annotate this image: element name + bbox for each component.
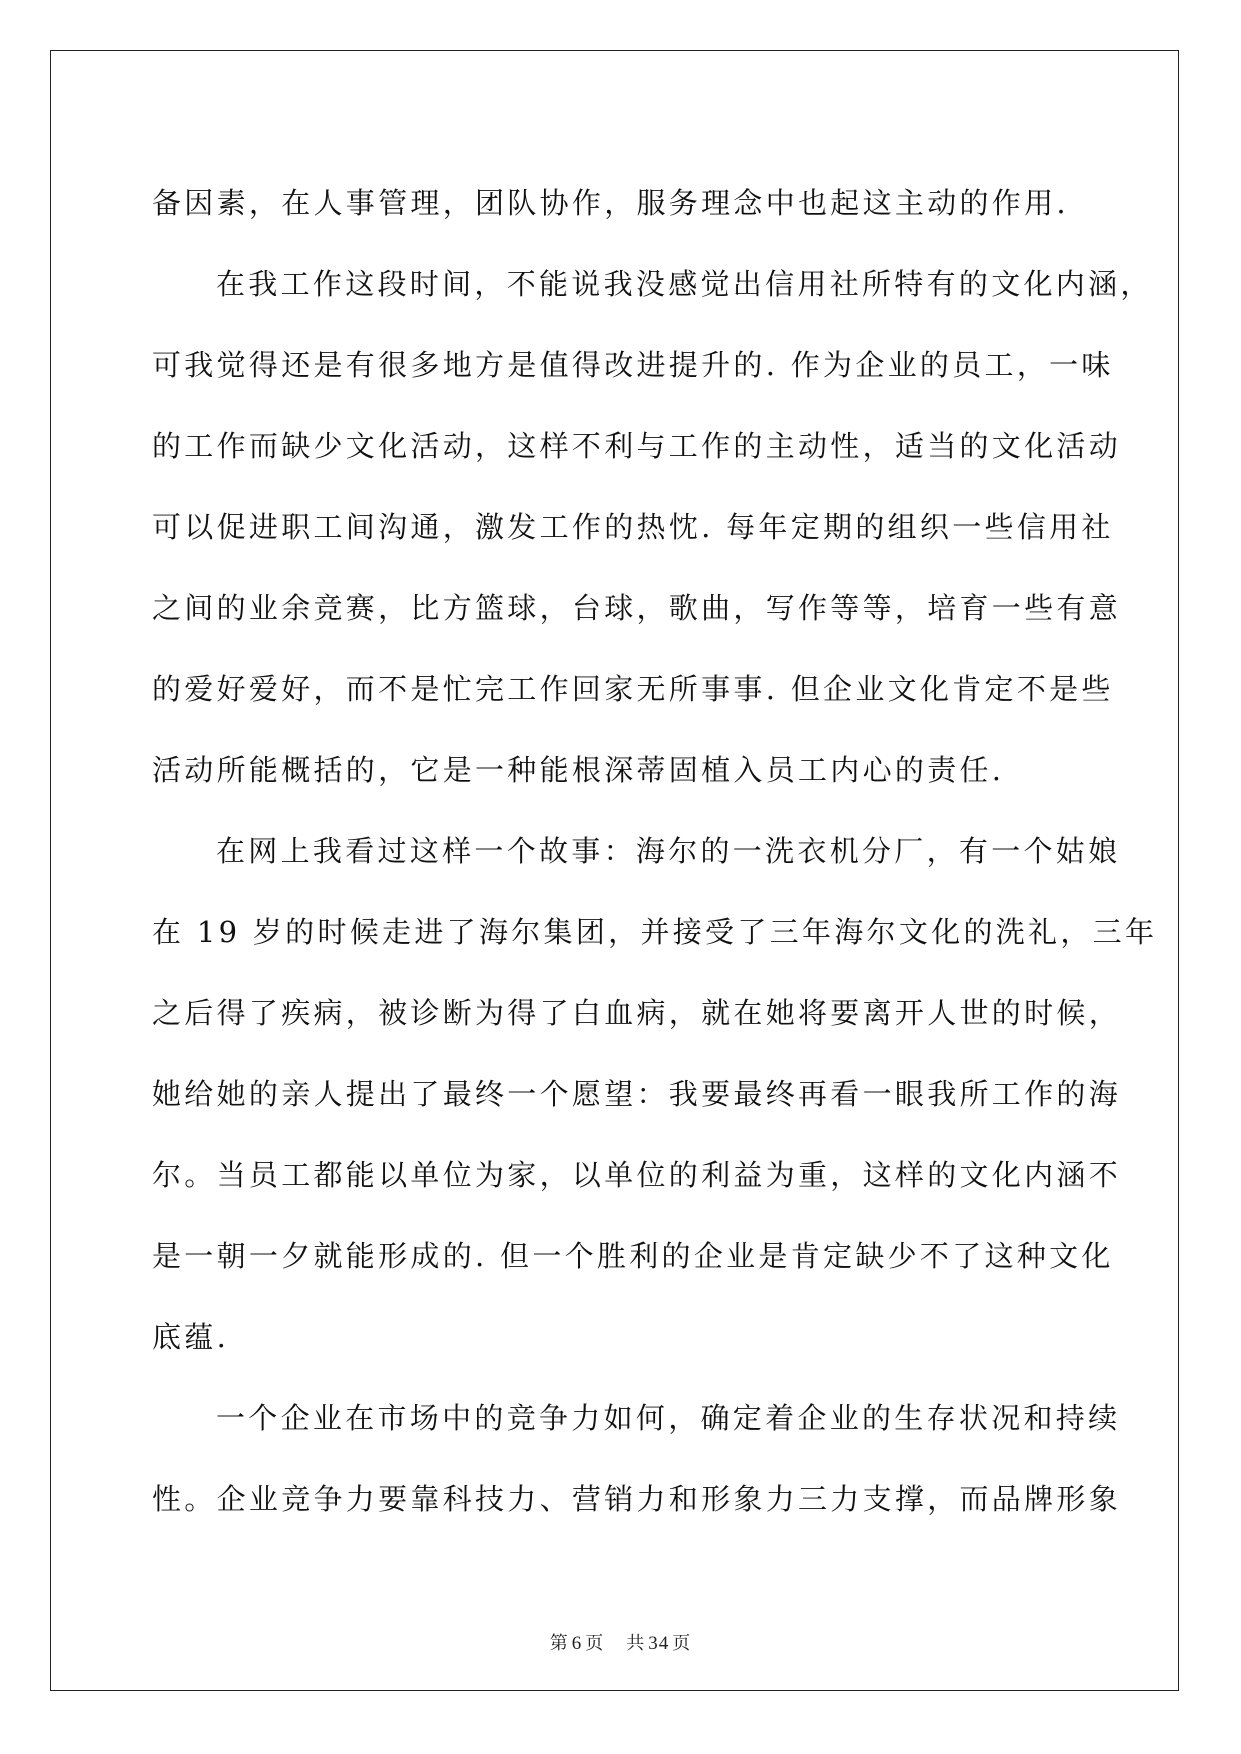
text-line: 活动所能概括的，它是一种能根深蒂固植入员工内心的责任. [152,753,1005,787]
text-line: 的工作而缺少文化活动，这样不利与工作的主动性，适当的文化活动 [152,429,1122,463]
footer-page-number: 6 [571,1633,583,1654]
text-line: 一个企业在市场中的竞争力如何，确定着企业的生存状况和持续 [216,1401,1121,1435]
document-body [152,163,1158,1540]
footer-total-prefix: 共 [626,1633,646,1654]
text-line: 在 19 岁的时候走进了海尔集团，并接受了三年海尔文化的洗礼，三年 [152,915,1158,949]
text-line: 的爱好爱好，而不是忙完工作回家无所事事. 但企业文化肯定不是些 [152,672,1114,706]
text-line: 底蕴. [152,1320,230,1354]
text-line: 可以促进职工间沟通，激发工作的热忱. 每年定期的组织一些信用社 [152,510,1114,544]
text-line: 可我觉得还是有很多地方是值得改进提升的. 作为企业的员工，一味 [152,348,1114,382]
text-line: 备因素，在人事管理，团队协作，服务理念中也起这主动的作用. [152,186,1069,220]
text-line: 她给她的亲人提出了最终一个愿望：我要最终再看一眼我所工作的海 [152,1077,1122,1111]
footer-page-suffix: 页 [585,1633,605,1654]
page-footer [0,1629,1241,1655]
footer-total-pages: 34 [648,1633,670,1654]
text-line: 之后得了疾病，被诊断为得了白血病，就在她将要离开人世的时候， [152,996,1122,1030]
text-line: 之间的业余竞赛，比方篮球，台球，歌曲，写作等等，培育一些有意 [152,591,1122,625]
text-line: 性。企业竞争力要靠科技力、营销力和形象力三力支撑，而品牌形象 [152,1482,1122,1516]
text-line: 在网上我看过这样一个故事：海尔的一洗衣机分厂，有一个姑娘 [216,834,1121,868]
footer-total-suffix: 页 [672,1633,692,1654]
text-line: 是一朝一夕就能形成的. 但一个胜利的企业是肯定缺少不了这种文化 [152,1239,1114,1273]
text-line: 尔。当员工都能以单位为家，以单位的利益为重，这样的文化内涵不 [152,1158,1122,1192]
text-line: 在我工作这段时间，不能说我没感觉出信用社所特有的文化内涵， [216,267,1153,301]
footer-page-prefix: 第 [549,1633,569,1654]
